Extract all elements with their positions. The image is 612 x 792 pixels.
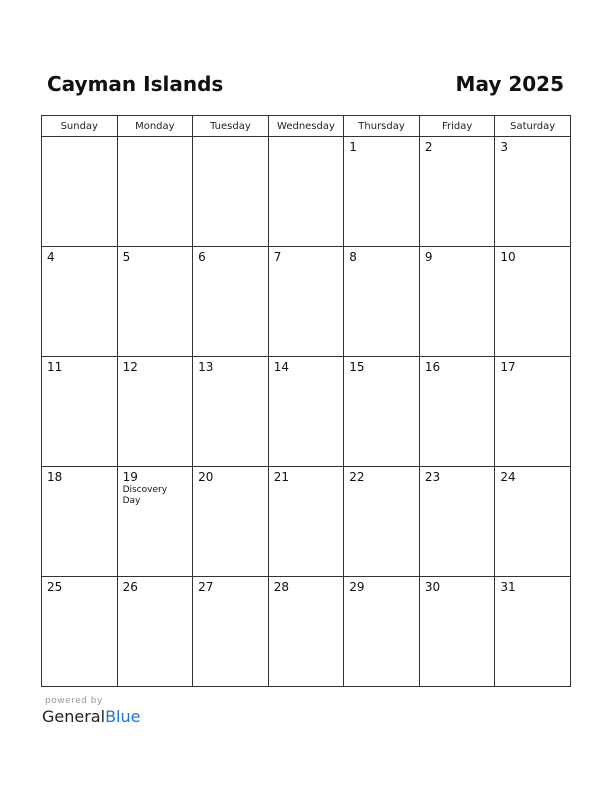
day-cell[interactable]: [268, 357, 344, 467]
day-number: 16: [424, 360, 441, 374]
day-number: 31: [500, 580, 516, 594]
day-cell[interactable]: [193, 247, 269, 357]
day-cell[interactable]: [419, 357, 495, 467]
day-number: 23: [424, 470, 441, 484]
day-cell[interactable]: [495, 467, 571, 577]
day-number: 19: [122, 470, 138, 484]
day-number: 30: [424, 580, 441, 594]
day-cell[interactable]: [344, 357, 420, 467]
day-cell[interactable]: [344, 247, 420, 357]
day-cell[interactable]: [42, 247, 118, 357]
day-number: 1: [349, 140, 357, 154]
day-cell[interactable]: [193, 357, 269, 467]
day-number: 15: [349, 360, 365, 374]
day-cell[interactable]: [495, 577, 571, 687]
day-cell[interactable]: [344, 137, 420, 247]
day-number: 21: [273, 470, 289, 484]
weekday-header: Wednesday: [268, 116, 344, 137]
day-number: 20: [198, 470, 214, 484]
day-number: 9: [424, 250, 433, 264]
week-row: [42, 137, 571, 247]
day-number: 4: [47, 250, 55, 264]
day-number: 14: [273, 360, 289, 374]
brand-name-part1: General: [42, 707, 106, 726]
day-cell[interactable]: [42, 357, 118, 467]
brand-logo[interactable]: [42, 707, 140, 726]
day-number: 12: [122, 360, 138, 374]
holiday-label: Discovery Day: [122, 485, 168, 506]
week-row: [42, 577, 571, 687]
day-cell[interactable]: [42, 137, 118, 247]
day-cell[interactable]: [419, 577, 495, 687]
day-number: 27: [198, 580, 214, 594]
weekday-header: Thursday: [344, 116, 420, 137]
weekday-header: Friday: [419, 116, 495, 137]
day-cell[interactable]: [268, 577, 344, 687]
weekday-header: Saturday: [495, 116, 571, 137]
powered-by-text: powered by: [45, 696, 103, 706]
day-cell[interactable]: [495, 357, 571, 467]
day-cell[interactable]: [268, 137, 344, 247]
day-number: 29: [349, 580, 365, 594]
month-year-title: May 2025: [455, 72, 564, 96]
day-cell[interactable]: [193, 137, 269, 247]
weekday-header: Tuesday: [193, 116, 269, 137]
day-cell[interactable]: [344, 467, 420, 577]
day-cell[interactable]: [117, 577, 193, 687]
day-cell[interactable]: [495, 247, 571, 357]
day-cell[interactable]: [193, 467, 269, 577]
day-number: 22: [349, 470, 365, 484]
brand-name-part2: Blue: [105, 707, 141, 726]
footer-branding: [42, 696, 140, 726]
week-row: [42, 247, 571, 357]
week-row: [42, 467, 571, 577]
day-cell[interactable]: [495, 137, 571, 247]
day-number: 24: [500, 470, 516, 484]
day-cell[interactable]: [117, 247, 193, 357]
weekday-header-row: [42, 116, 571, 137]
day-number: 6: [198, 250, 206, 264]
day-cell[interactable]: [268, 247, 344, 357]
calendar-grid: [41, 115, 571, 687]
day-number: 28: [273, 580, 289, 594]
day-number: 5: [122, 250, 131, 264]
weekday-header: Sunday: [42, 116, 118, 137]
day-number: 26: [122, 580, 138, 594]
day-number: 11: [47, 360, 63, 374]
day-number: 2: [424, 140, 433, 154]
day-number: 13: [198, 360, 214, 374]
day-cell[interactable]: [344, 577, 420, 687]
weekday-header: Monday: [117, 116, 193, 137]
day-number: 3: [500, 140, 509, 154]
day-number: 25: [47, 580, 63, 594]
day-number: 8: [349, 250, 357, 264]
day-cell[interactable]: [419, 467, 495, 577]
day-cell[interactable]: [117, 357, 193, 467]
day-cell[interactable]: [268, 467, 344, 577]
day-cell[interactable]: [193, 577, 269, 687]
day-cell[interactable]: [419, 247, 495, 357]
day-cell[interactable]: [42, 577, 118, 687]
week-row: [42, 357, 571, 467]
day-cell[interactable]: [117, 137, 193, 247]
day-number: 10: [500, 250, 516, 264]
day-cell[interactable]: [42, 467, 118, 577]
day-number: 17: [500, 360, 516, 374]
day-number: 7: [273, 250, 282, 264]
day-number: 18: [47, 470, 63, 484]
day-cell[interactable]: [117, 467, 193, 577]
country-title: Cayman Islands: [47, 72, 224, 96]
day-cell[interactable]: [419, 137, 495, 247]
